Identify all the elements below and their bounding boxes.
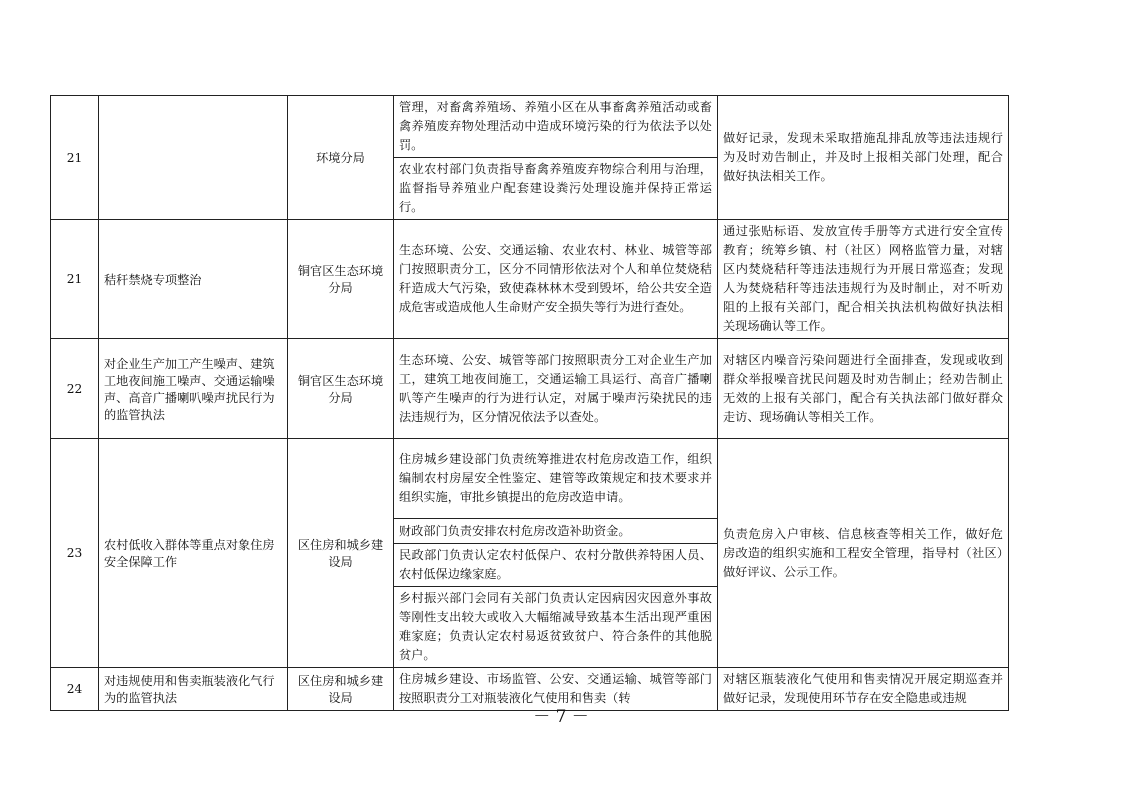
duty-cell: 生态环境、公安、交通运输、农业农村、林业、城管等部门按照职责分工，区分不同情形依法对个人和单位焚烧秸秆造成大气污染，致使森林林木受到毁坏，给公共安全造成危害或造成他人生命财产安全损失等行为进行查处。 — [394, 220, 718, 339]
table-row — [51, 220, 1009, 339]
duty-cell: 乡村振兴部门会同有关部门负责认定因病因灾因意外事故等刚性支出较大或收入大幅缩减导致基本生活出现严重困难家庭；负责认定农村易返贫致贫户、符合条件的其他脱贫户。 — [394, 587, 718, 668]
duty-cell: 住房城乡建设部门负责统筹推进农村危房改造工作，组织编制农村房屋安全性鉴定、建管等政策规定和技术要求并组织实施，审批乡镇提出的危房改造申请。 — [394, 439, 718, 519]
item-cell: 秸秆禁烧专项整治 — [99, 220, 288, 339]
responsibility-cell: 通过张贴标语、发放宣传手册等方式进行安全宣传教育；统筹乡镇、村（社区）网格监管力量，对辖区内焚烧秸秆等违法违规行为开展日常巡查；发现人为焚烧秸秆等违法违规行为及时制止，对不听劝阻的上报有关部门，配合相关执法机构做好执法相关现场确认等工作。 — [718, 220, 1009, 339]
duty-cell: 生态环境、公安、城管等部门按照职责分工对企业生产加工，建筑工地夜间施工，交通运输工具运行、高音广播喇叭等产生噪声的行为进行认定，对属于噪声污染扰民的违法违规行为，区分情况依法予以查处。 — [394, 339, 718, 439]
dept-cell: 区住房和城乡建设局 — [288, 668, 394, 711]
responsibility-cell: 对辖区瓶装液化气使用和售卖情况开展定期巡查并做好记录，发现使用环节存在安全隐患或违规 — [718, 668, 1009, 711]
row-number-cell: 24 — [51, 668, 99, 711]
row-number-cell: 23 — [51, 439, 99, 668]
duty-cell: 管理，对畜禽养殖场、养殖小区在从事畜禽养殖活动或畜禽养殖废弃物处理活动中造成环境污染的行为依法予以处罚。 — [394, 96, 718, 158]
duty-table — [50, 95, 1009, 711]
table-row — [51, 96, 1009, 158]
duty-cell: 财政部门负责安排农村危房改造补助资金。 — [394, 519, 718, 544]
page-number: － 7 － — [533, 707, 589, 727]
responsibility-cell: 负责危房入户审核、信息核查等相关工作，做好危房改造的组织实施和工程安全管理，指导村（社区）做好评议、公示工作。 — [718, 439, 1009, 668]
duty-cell: 农业农村部门负责指导畜禽养殖废弃物综合利用与治理，监督指导养殖业户配套建设粪污处理设施并保持正常运行。 — [394, 158, 718, 220]
table-row — [51, 439, 1009, 519]
row-number-cell: 21 — [51, 220, 99, 339]
item-cell: 农村低收入群体等重点对象住房安全保障工作 — [99, 439, 288, 668]
duty-cell: 民政部门负责认定农村低保户、农村分散供养特困人员、农村低保边缘家庭。 — [394, 544, 718, 587]
item-cell: 对违规使用和售卖瓶装液化气行为的监管执法 — [99, 668, 288, 711]
dept-cell: 环境分局 — [288, 96, 394, 220]
item-cell — [99, 96, 288, 220]
row-number-cell: 22 — [51, 339, 99, 439]
item-cell: 对企业生产加工产生噪声、建筑工地夜间施工噪声、交通运输噪声、高音广播喇叭噪声扰民行为的监管执法 — [99, 339, 288, 439]
row-number-cell: 21 — [51, 96, 99, 220]
dept-cell: 铜官区生态环境分局 — [288, 339, 394, 439]
dept-cell: 区住房和城乡建设局 — [288, 439, 394, 668]
dept-cell: 铜官区生态环境分局 — [288, 220, 394, 339]
responsibility-cell: 做好记录，发现未采取措施乱排乱放等违法违规行为及时劝告制止，并及时上报相关部门处理，配合做好执法相关工作。 — [718, 96, 1009, 220]
table-row — [51, 339, 1009, 439]
responsibility-cell: 对辖区内噪音污染问题进行全面排查，发现或收到群众举报噪音扰民问题及时劝告制止；经劝告制止无效的上报有关部门，配合有关执法部门做好群众走访、现场确认等相关工作。 — [718, 339, 1009, 439]
duty-cell: 住房城乡建设、市场监管、公安、交通运输、城管等部门按照职责分工对瓶装液化气使用和售卖（转 — [394, 668, 718, 711]
